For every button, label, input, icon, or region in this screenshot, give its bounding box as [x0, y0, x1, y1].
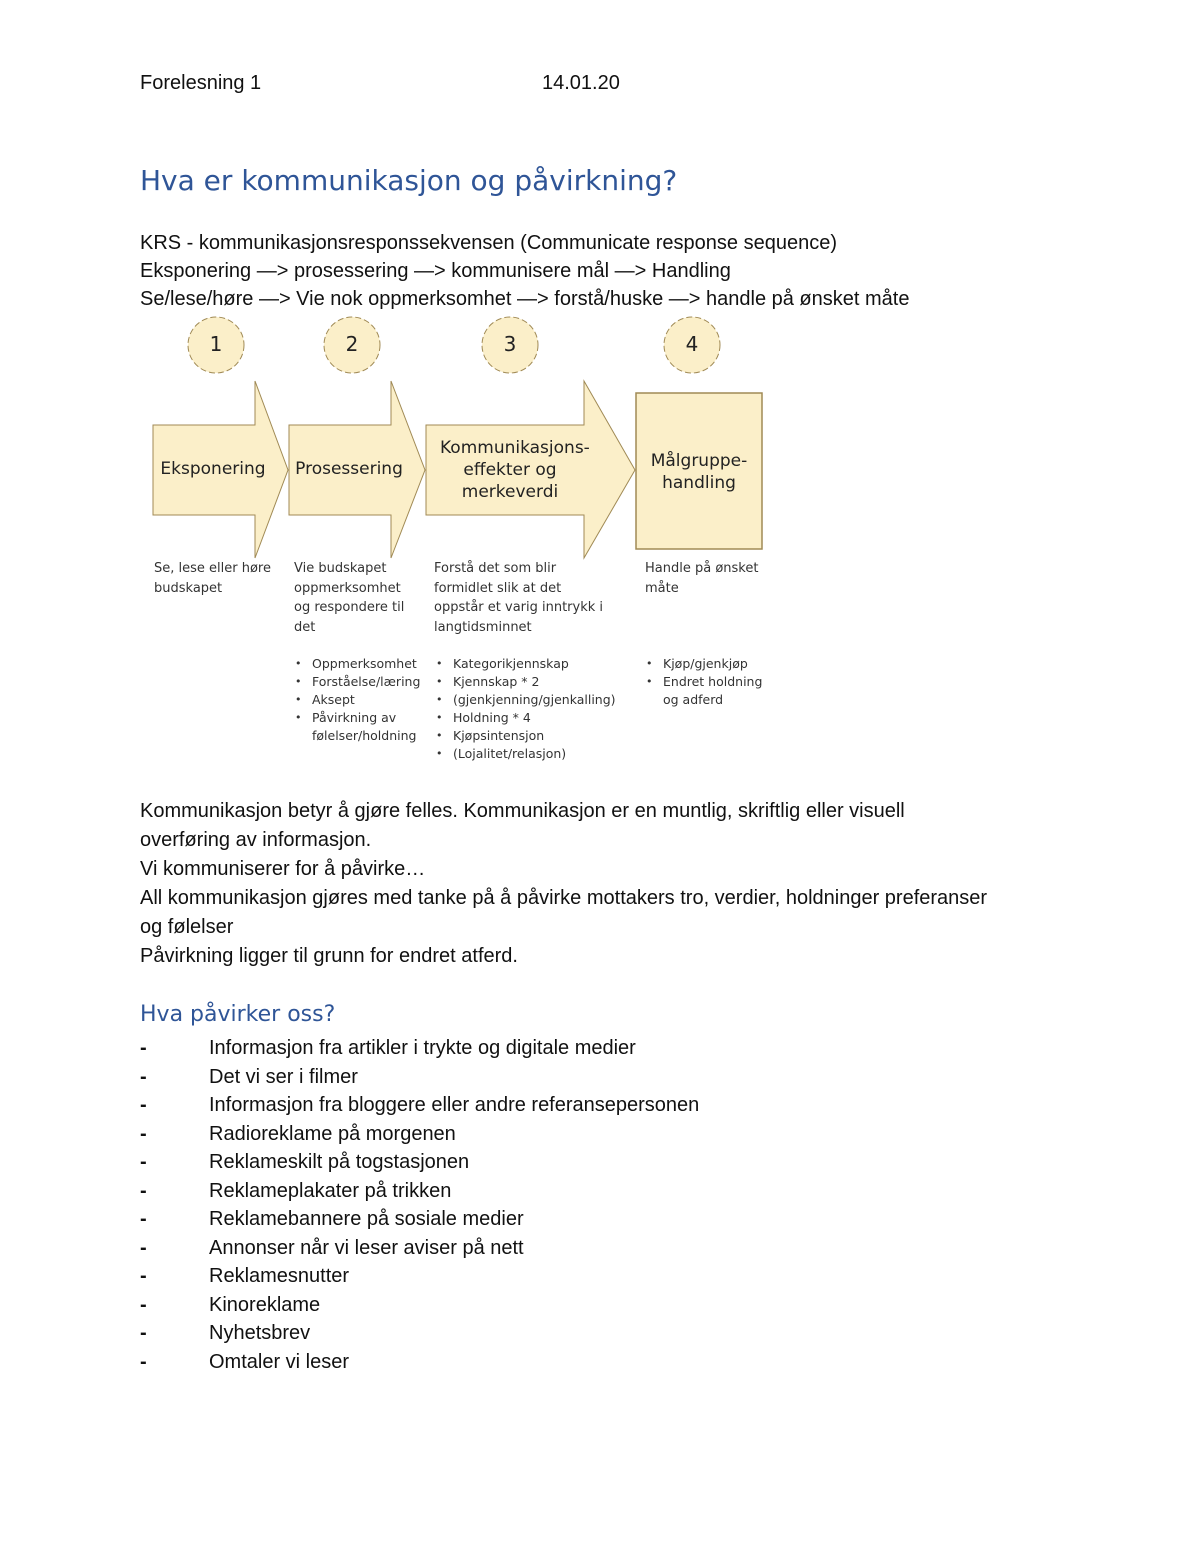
- step-4-bullet: • Endret holdning: [646, 673, 762, 691]
- body-line: overføring av informasjon.: [140, 829, 372, 851]
- step-2-bullet-continued: følelser/holdning: [312, 728, 417, 743]
- list-dash: -: [140, 1208, 147, 1230]
- list-dash: -: [140, 1293, 147, 1316]
- body-line: Påvirkning ligger til grunn for endret atferd.: [140, 945, 518, 967]
- doc-header-title: Forelesning 1: [140, 72, 262, 94]
- list-item-text: Reklameplakater på trikken: [209, 1179, 452, 1202]
- section-heading-influences: Hva påvirker oss?: [140, 1002, 336, 1027]
- step-3-number: 3: [503, 332, 517, 356]
- doc-header-date: 14.01.20: [542, 72, 620, 94]
- step-3-bullet: • Kjøpsintensjon: [436, 727, 616, 745]
- step-2-bullets: [295, 655, 420, 745]
- list-dash: -: [140, 1037, 147, 1059]
- step-4-bullets: [646, 655, 762, 709]
- list-item-text: Informasjon fra artikler i trykte og digitale medier: [209, 1037, 636, 1059]
- body-paragraph: [140, 797, 1070, 971]
- step-2-bullet: • Oppmerksomhet: [295, 655, 420, 673]
- step-1-number: 1: [209, 332, 223, 356]
- list-dash: -: [140, 1122, 147, 1145]
- intro-line-actions: Se/lese/høre —> Vie nok oppmerksomhet —> forstå/huske —> handle på ønsket måte: [140, 288, 910, 310]
- list-item-text: Radioreklame på morgenen: [209, 1122, 456, 1145]
- body-line: All kommunikasjon gjøres med tanke på å påvirke mottakers tro, verdier, holdninger preferanser: [140, 887, 988, 909]
- list-dash: -: [140, 1236, 147, 1259]
- page-title: Hva er kommunikasjon og påvirkning?: [140, 164, 678, 197]
- list-item-text: Informasjon fra bloggere eller andre referansepersonen: [209, 1094, 700, 1116]
- list-item-text: Annonser når vi leser aviser på nett: [209, 1236, 524, 1259]
- step-4-description: Handle på ønsket måte: [645, 561, 759, 596]
- body-line: Vi kommuniserer for å påvirke…: [140, 858, 426, 880]
- list-dash: -: [140, 1065, 147, 1088]
- list-dash: -: [140, 1322, 147, 1344]
- step-3-bullets: [436, 655, 616, 763]
- list-dash: -: [140, 1151, 147, 1173]
- step-3-bullet: • (gjenkjenning/gjenkalling): [436, 691, 616, 709]
- list-dash: -: [140, 1265, 147, 1287]
- step-3-bullet: • (Lojalitet/relasjon): [436, 745, 616, 763]
- step-2-bullet: • Forståelse/læring: [295, 673, 420, 691]
- step-2-bullet: • Påvirkning av: [295, 709, 420, 727]
- step-4-bullet-continued: og adferd: [663, 692, 724, 707]
- body-line: og følelser: [140, 916, 234, 938]
- list-item-text: Kinoreklame: [209, 1293, 321, 1316]
- step-4-number: 4: [685, 332, 699, 356]
- step-2-label: Prosessering: [295, 459, 403, 479]
- krs-diagram: [140, 315, 780, 775]
- intro-line-krs: KRS - kommunikasjonsresponssekvensen (Communicate response sequence): [140, 232, 837, 254]
- step-1-label: Eksponering: [160, 459, 266, 479]
- step-3-description: Forstå det som blir formidlet slik at det oppstår et varig inntrykk i langtidsminnet: [434, 561, 604, 635]
- list-item-text: Reklameskilt på togstasjonen: [209, 1151, 470, 1173]
- step-2-description: Vie budskapet oppmerksomhet og respondere til det: [294, 561, 405, 635]
- intro-line-sequence: Eksponering —> prosessering —> kommunisere mål —> Handling: [140, 260, 731, 282]
- step-2-bullet: • Aksept: [295, 691, 420, 709]
- step-4-label: Målgruppe-handling: [650, 451, 748, 493]
- step-1-description: Se, lese eller høre budskapet: [154, 561, 271, 596]
- list-dash: -: [140, 1350, 147, 1373]
- body-line: Kommunikasjon betyr å gjøre felles. Kommunikasjon er en muntlig, skriftlig eller visuell: [140, 800, 905, 822]
- list-item-text: Det vi ser i filmer: [209, 1065, 358, 1088]
- step-3-bullet: • Kategorikjennskap: [436, 655, 616, 673]
- list-item-text: Reklamebannere på sosiale medier: [209, 1208, 524, 1230]
- list-item-text: Reklamesnutter: [209, 1265, 350, 1287]
- step-3-bullet: • Kjennskap * 2: [436, 673, 616, 691]
- step-3-label: Kommunikasjons-effekter og merkeverdi: [440, 438, 590, 502]
- list-dash: -: [140, 1094, 147, 1116]
- step-3-bullet: • Holdning * 4: [436, 709, 616, 727]
- list-dash: -: [140, 1179, 147, 1202]
- step-2-number: 2: [345, 332, 359, 356]
- list-item-text: Nyhetsbrev: [209, 1322, 311, 1344]
- list-item-text: Omtaler vi leser: [209, 1350, 350, 1373]
- step-4-bullet: • Kjøp/gjenkjøp: [646, 655, 762, 673]
